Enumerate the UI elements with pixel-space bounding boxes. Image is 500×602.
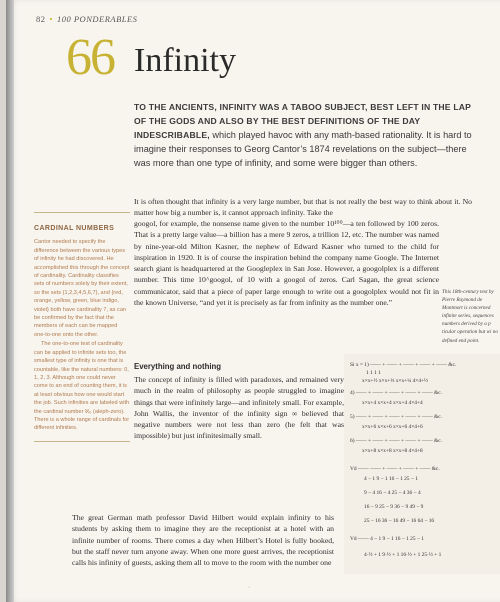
chapter-title: Infinity	[134, 42, 236, 79]
running-head-separator: •	[49, 14, 53, 24]
math-line: Vd —— —— + —— + —— + —— &c.	[350, 466, 440, 472]
math-line: 1 1 1 1	[366, 370, 381, 376]
book-binding	[6, 0, 14, 602]
body-text: The great German math professor David Hilbert would explain infinity to his students by asking them to imagine they are the receptionist at a hotel with an infinite number of rooms. There comes a day when Hilbert’s Hotel is fully booked, but the staff never turn anyone away. When one more guest arrives, the receptionist calls his infinity of guests, asking them all to move to the room with the number one	[72, 513, 334, 568]
math-line: x×x+4 x×x+4 x×x+4 4×4+4	[362, 400, 423, 406]
math-line: 4·½ + 1 9·½ + 1 16·½ + 1 25·½ + 1	[364, 552, 442, 558]
sidebar-rule-top	[34, 212, 130, 213]
running-head	[36, 14, 137, 24]
sidebar-paragraph: The one-to-one test of cardinality can be applied to infinite sets too, the smallest type of infinity is one that is countable, like the natural numbers: 0, 1, 2, 3. Although one could never come to an end of counting them, it is at least obvious how one would start the job. Such infinities are labeled with the cardinal number ℵ₀ (aleph-zero). There is a whole range of cardinals for different infinities.	[34, 341, 130, 432]
body-text: It is often thought that infinity is a very large number, but that is not really the best way to think about it. No matter how big a number is, it cannot approach infinity. Take the	[134, 197, 472, 218]
book-title: 100 PONDERABLES	[56, 14, 138, 24]
body-paragraph-2	[134, 218, 439, 308]
cardinal-numbers-sidebar	[34, 212, 130, 450]
body-paragraph-4	[72, 512, 334, 568]
figure-caption: This 18th-century text by Pierre Raymond de Montmort is concerned infinite series, sequences numbers derived by a p ticular operation but wi no defined end point.	[442, 289, 498, 344]
sidebar-heading: CARDINAL NUMBERS	[34, 225, 115, 232]
math-line: 5) —— + —— + —— + —— + —— &c.	[350, 414, 442, 420]
math-line: 6) —— + —— + —— + —— + —— &c.	[350, 438, 442, 444]
math-line: Vd —— 4 − 1 9 − 1 16 − 1 25 − 1	[350, 536, 425, 542]
body-text: googol, for example, the nonsense name given to the number 10¹⁰⁰—a ten followed by 100 zeros. That is a pretty large value—a billion has a mere 9 zeros, a trillion 12, etc. The number was named by nine-year-old Milton Kasner, the nephew of Edward Kasner who turned to the child for inspiration in 1920. It is of course the inspiration behind the company name Google. The Internet search giant is headquartered at the Googleplex in San Jose. However, a googolplex is a different number. This time 10^googol, of 10 with a googol of zeros. Carl Sagan, the great science communicator, said that a piece of paper large enough to write out a googolplex would not fit in the known Universe, “and yet it is precisely as far from infinity as the number one.”	[134, 219, 439, 308]
math-line: 4 − 1 9 − 1 16 − 1 25 − 1	[364, 476, 418, 482]
body-text: The concept of infinity is filled with paradoxes, and remained very much in the realm of philosophy as people struggled to imagine things that were infinitely large—and infinitely small. For example, John Wallis, the inventor of the infinity sign ∞ believed that negative numbers were not less than zero (he felt that was impossible) but just infinitesimally small.	[134, 375, 344, 441]
math-line: x×x+½ x×x+⅓ x×x+¼ 4×4+½	[362, 378, 429, 384]
math-line: 4) —— + —— + —— + —— + —— &c.	[350, 390, 442, 396]
math-line: x×x+8 x×x+8 x×x+8 4×4+8	[362, 448, 423, 454]
math-line: 9 − 4 16 − 4 25 − 4 36 − 4	[364, 490, 421, 496]
page-number: 82	[36, 14, 46, 24]
section-title: Everything and nothing	[134, 362, 222, 371]
math-line: x×x+6 x×x+6 x×x+6 4×4+6	[362, 424, 423, 430]
infinite-series-figure	[344, 354, 500, 574]
intro-rest: which played havoc with any math-based rationality. It is hard to imagine their responses to Georg Cantor’s 1874 revelations on the subject—there was more than one type of infinity, and some were bigger than others.	[134, 130, 472, 168]
chapter-number: 66	[66, 29, 114, 86]
body-paragraph-3	[134, 374, 344, 442]
math-line: 25 − 16 36 − 16 49 − 16 64 − 16	[364, 518, 435, 524]
intro-paragraph	[134, 100, 474, 170]
body-paragraph-1	[134, 196, 472, 219]
math-line: 16 − 9 25 − 9 36 − 9 49 − 9	[364, 504, 424, 510]
book-page	[6, 0, 500, 602]
footer-mark: ·	[248, 585, 250, 591]
math-line: Si x = 1) —— + —— + —— + —— + —— &c.	[350, 362, 457, 368]
intro-lead: TO THE ANCIENTS, INFINITY WAS A TABOO SUBJECT, BEST LEFT IN THE LAP OF THE GODS AND ALSO BY THE BEST DEFINITIONS OF THE DAY INDESCRIBABLE,	[134, 102, 471, 140]
sidebar-paragraph: Cantor needed to specify the difference between the various types of infinity he had discovered. He accomplished this through the concept of cardinality. Cardinality classifies sets of numbers solely by their extent, so the sets {1,2,3,4,5,6,7}, and {red, orange, yellow, green, blue indigo, violet} both have cardinality 7, as can be confirmed by the fact that the members of each can be mapped one-to-one onto the other.	[34, 239, 130, 338]
sidebar-rule-bottom	[34, 441, 130, 442]
